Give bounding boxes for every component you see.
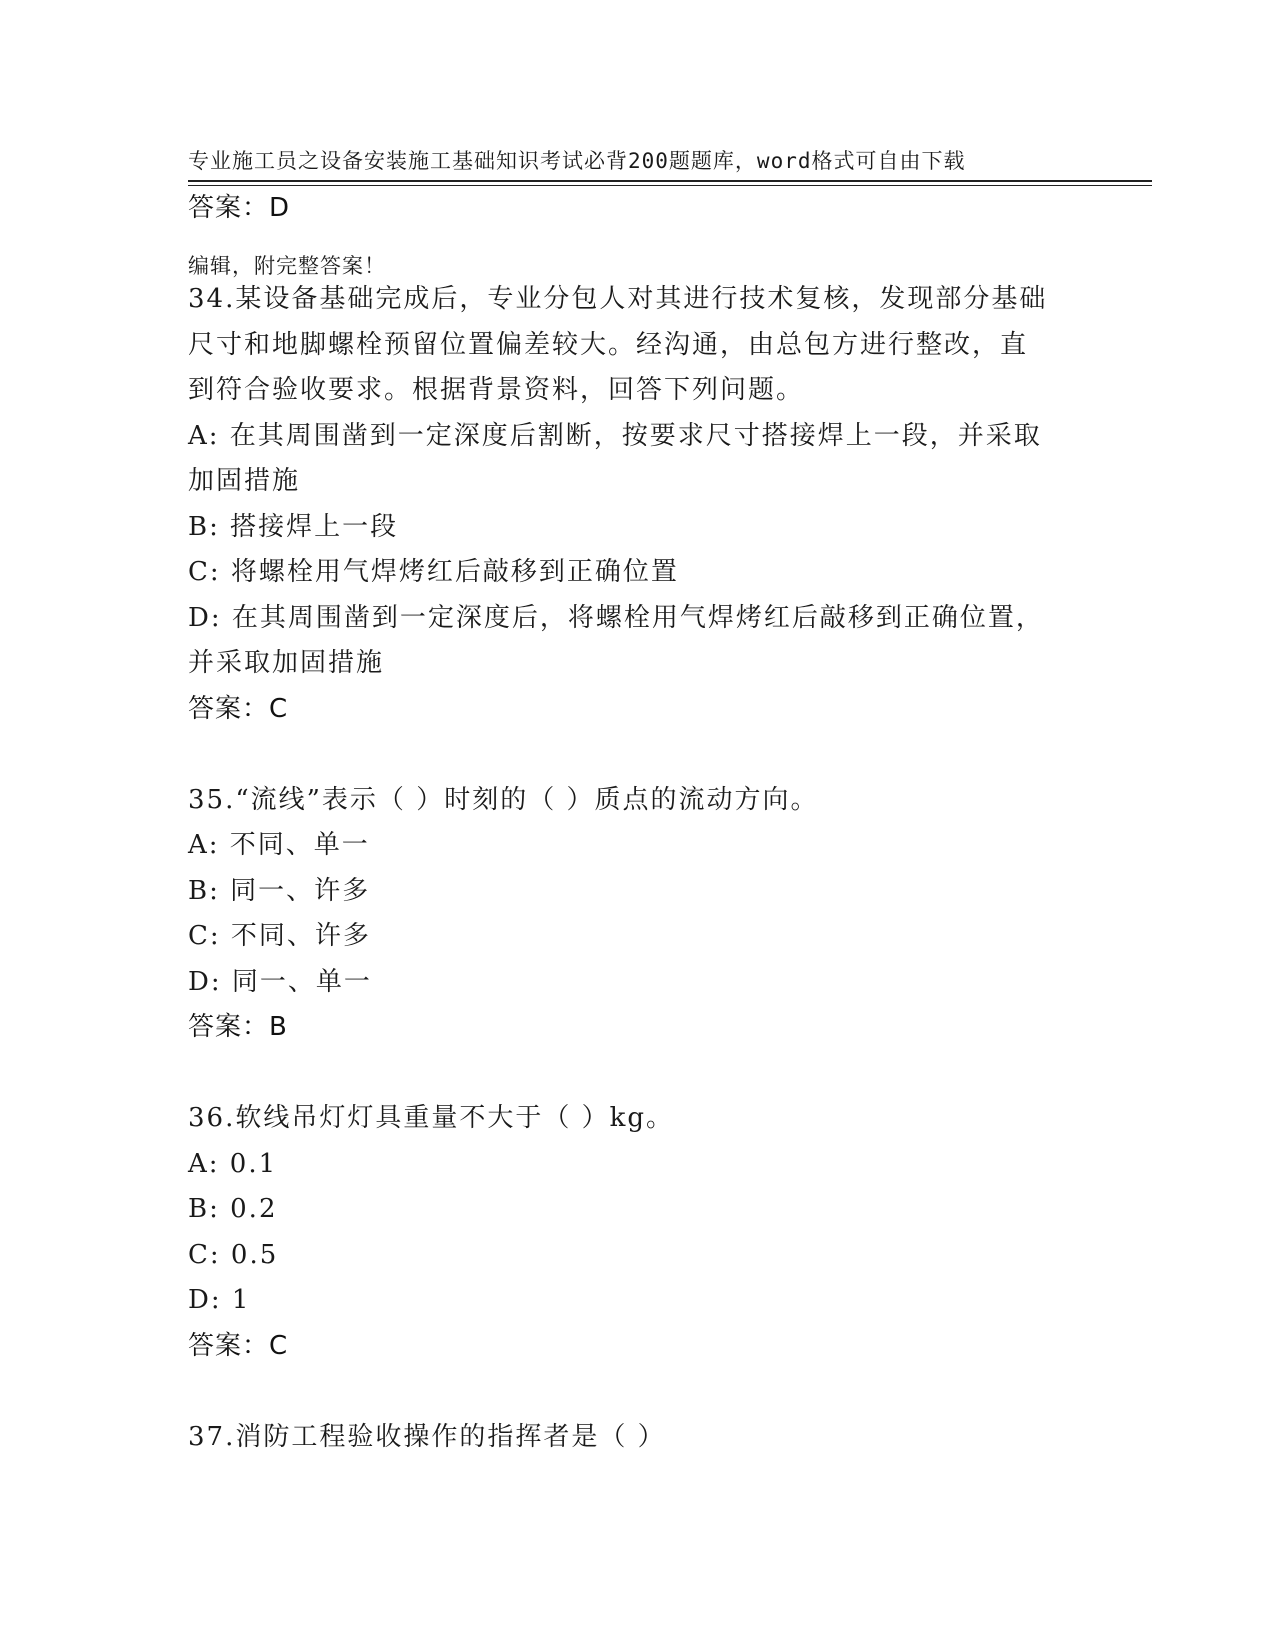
spacer xyxy=(188,1369,1088,1415)
option-c: C: 不同、许多 xyxy=(188,921,371,951)
question-37 xyxy=(188,1415,1088,1461)
option-d: D: 1 xyxy=(188,1285,251,1315)
spacer xyxy=(188,232,1088,278)
question-stem: 35.“流线”表示（ ）时刻的（ ）质点的流动方向。 xyxy=(188,784,819,815)
document-body xyxy=(188,186,1088,1460)
header-line-2: 编辑，附完整答案！ xyxy=(188,254,386,278)
option-d-continued: 并采取加固措施 xyxy=(188,648,385,678)
spacer xyxy=(188,1051,1088,1097)
previous-answer: 答案：D xyxy=(188,193,291,223)
option-d: D: 在其周围凿到一定深度后，将螺栓用气焊烤红后敲移到正确位置， xyxy=(188,602,1044,633)
option-c: C: 0.5 xyxy=(188,1239,279,1270)
question-36 xyxy=(188,1096,1088,1369)
option-b: B: 搭接焊上一段 xyxy=(188,511,399,542)
option-a: A: 不同、单一 xyxy=(188,830,370,860)
spacer xyxy=(188,732,1088,778)
question-stem: 37.消防工程验收操作的指挥者是（ ） xyxy=(188,1421,666,1452)
option-a: A: 在其周围凿到一定深度后割断，按要求尺寸搭接焊上一段，并采取 xyxy=(188,420,1042,451)
answer-line: 答案：B xyxy=(188,1012,288,1042)
answer-line: 答案：C xyxy=(188,1330,289,1361)
header-line-1: 专业施工员之设备安装施工基础知识考试必背200题题库，word格式可自由下载 xyxy=(188,149,966,173)
question-stem-line: 尺寸和地脚螺栓预留位置偏差较大。经沟通，由总包方进行整改，直 xyxy=(188,329,1029,360)
question-stem: 36.软线吊灯灯具重量不大于（ ）kg。 xyxy=(188,1103,675,1133)
question-35 xyxy=(188,778,1088,1051)
option-b: B: 0.2 xyxy=(188,1194,278,1224)
answer-line: 答案：C xyxy=(188,693,289,724)
header-rule-thick xyxy=(188,180,1152,182)
question-stem-line: 到符合验收要求。根据背景资料，回答下列问题。 xyxy=(188,375,805,405)
option-b: B: 同一、许多 xyxy=(188,875,371,906)
option-d: D: 同一、单一 xyxy=(188,966,372,997)
option-a-continued: 加固措施 xyxy=(188,466,301,496)
question-34 xyxy=(188,277,1088,732)
option-c: C: 将螺栓用气焊烤红后敲移到正确位置 xyxy=(188,557,679,587)
question-stem-line: 34.某设备基础完成后，专业分包人对其进行技术复核，发现部分基础 xyxy=(188,284,1048,314)
option-a: A: 0.1 xyxy=(188,1148,278,1179)
